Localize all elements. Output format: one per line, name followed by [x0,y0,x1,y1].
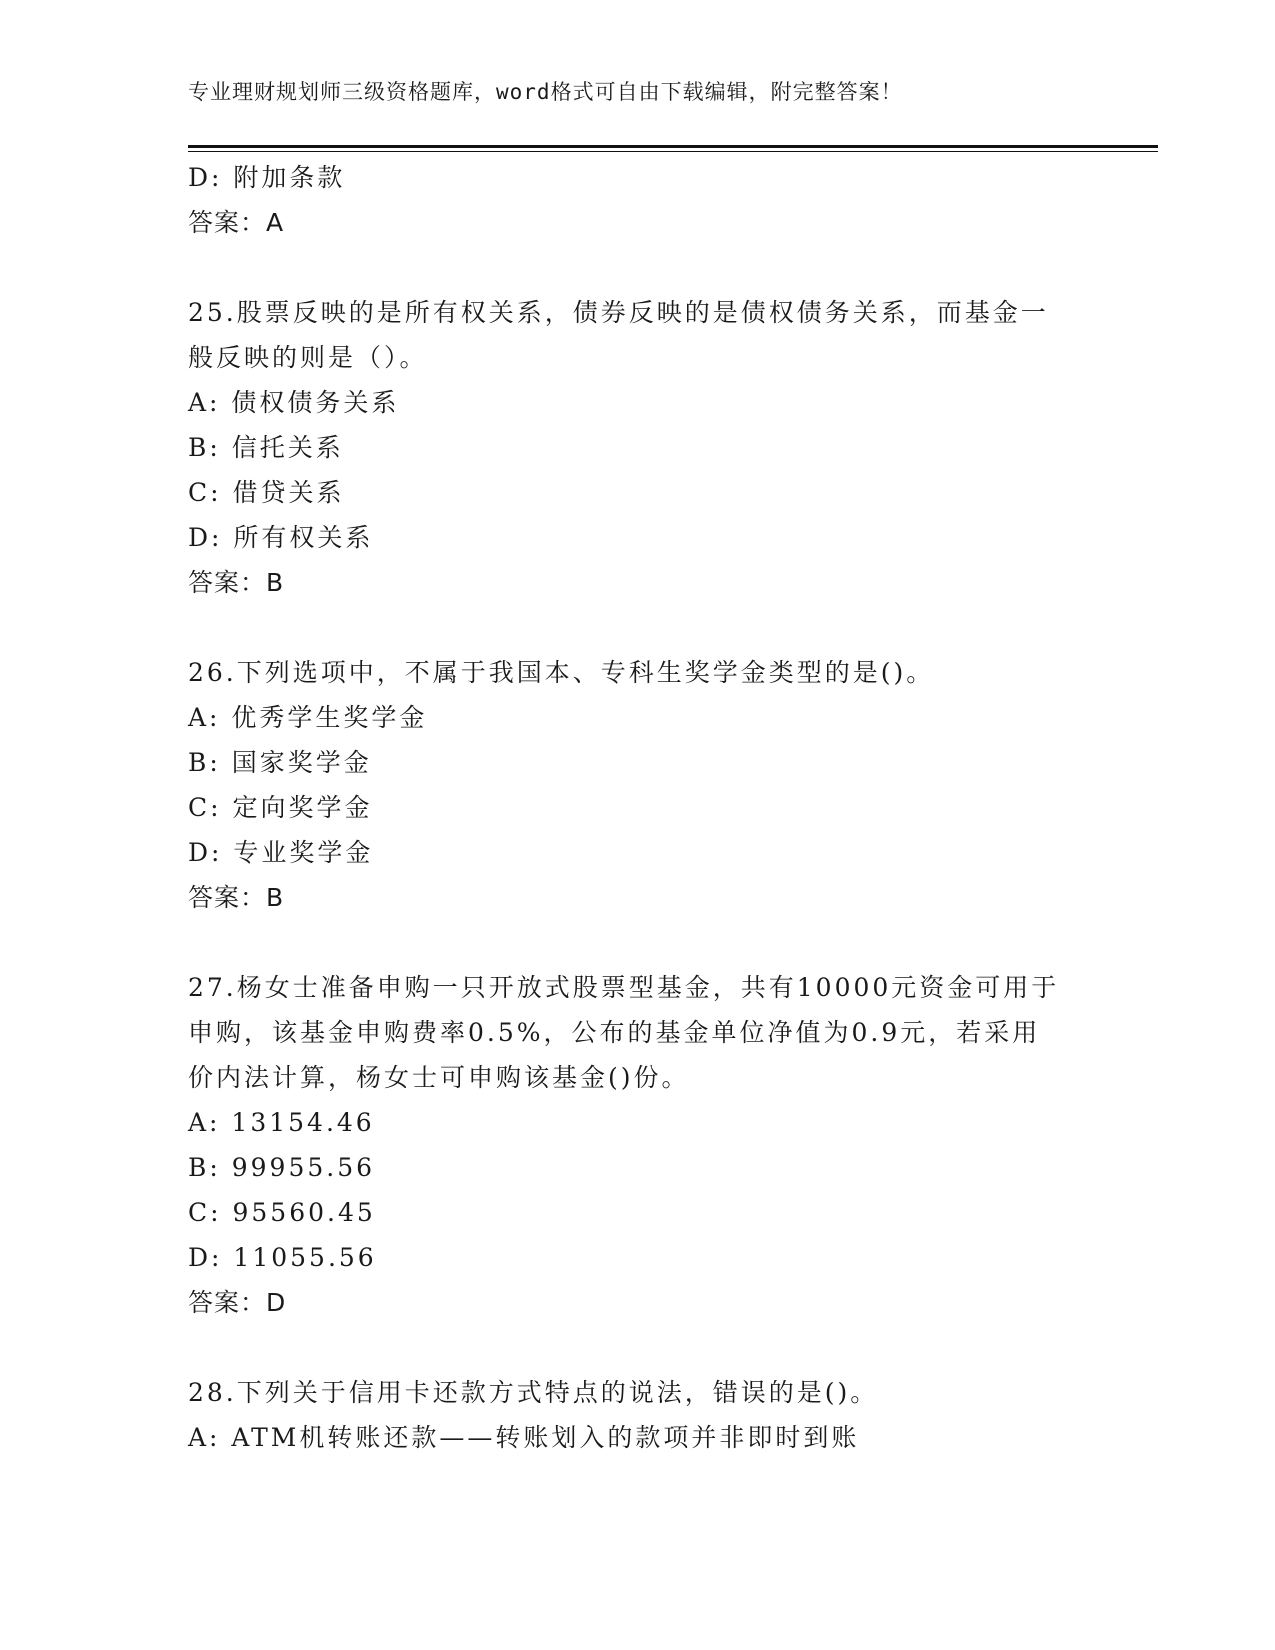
q26-option-d: D: 专业奖学金 [188,838,374,867]
prev-option-d: D: 附加条款 [188,163,346,192]
q27-option-a: A: 13154.46 [188,1108,375,1137]
q26-answer: 答案：B [188,883,285,912]
q26-option-c: C: 定向奖学金 [188,793,373,822]
prev-answer: 答案：A [188,208,285,237]
q27-option-c: C: 95560.45 [188,1198,376,1227]
header-divider-thick [188,145,1158,148]
q27-stem-line1: 27.杨女士准备申购一只开放式股票型基金，共有10000元资金可用于 [188,973,1060,1002]
header-divider-thin [188,151,1158,152]
q25-option-d: D: 所有权关系 [188,523,374,552]
q26-option-b: B: 国家奖学金 [188,748,372,777]
q25-option-a: A: 债权债务关系 [188,388,400,417]
q26-stem-line1: 26.下列选项中，不属于我国本、专科生奖学金类型的是()。 [188,658,935,687]
q25-stem-line1: 25.股票反映的是所有权关系，债券反映的是债权债务关系，而基金一 [188,298,1049,327]
q25-answer: 答案：B [188,568,285,597]
q27-option-b: B: 99955.56 [188,1153,376,1182]
q26-option-a: A: 优秀学生奖学金 [188,703,428,732]
page-header-title: 专业理财规划师三级资格题库，word格式可自由下载编辑，附完整答案！ [188,80,903,104]
q27-stem-line3: 价内法计算，杨女士可申购该基金()份。 [188,1063,690,1092]
q27-stem-line2: 申购，该基金申购费率0.5%，公布的基金单位净值为0.9元，若采用 [188,1018,1041,1047]
q28-option-a: A: ATM机转账还款——转账划入的款项并非即时到账 [188,1423,860,1452]
q25-option-b: B: 信托关系 [188,433,344,462]
q28-stem-line1: 28.下列关于信用卡还款方式特点的说法，错误的是()。 [188,1378,879,1407]
q25-option-c: C: 借贷关系 [188,478,345,507]
q27-answer: 答案：D [188,1288,287,1317]
q25-stem-line2: 般反映的则是（）。 [188,343,428,372]
q27-option-d: D: 11055.56 [188,1243,377,1272]
